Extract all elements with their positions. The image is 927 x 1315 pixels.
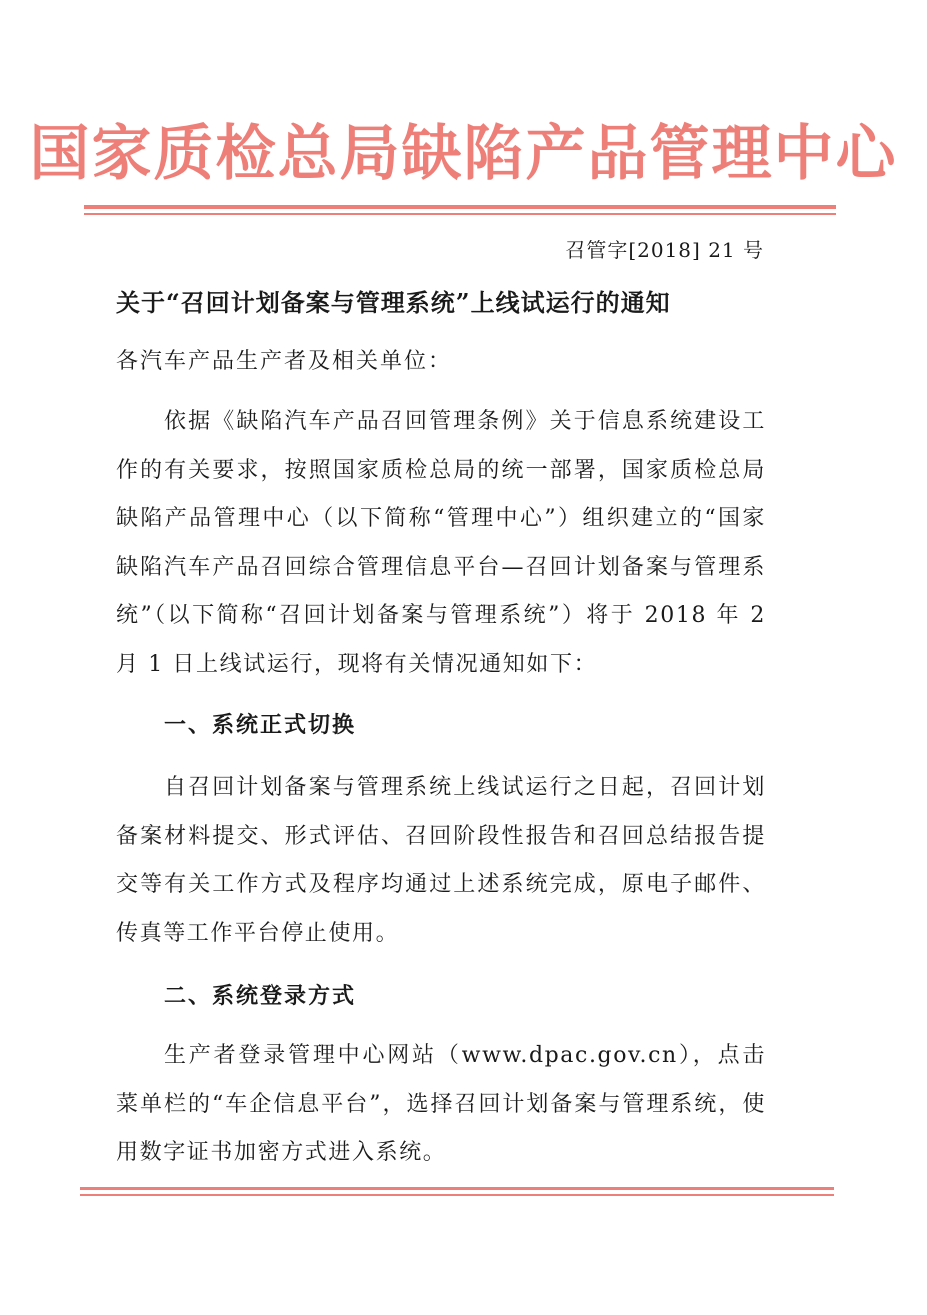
document-number: 召管字[2018] 21 号 bbox=[565, 238, 764, 262]
footer-rule-thick bbox=[80, 1187, 834, 1190]
intro-paragraph: 依据《缺陷汽车产品召回管理条例》关于信息系统建设工作的有关要求，按照国家质检总局的统一部署，国家质检总局缺陷产品管理中心（以下简称“管理中心”）组织建立的“国家缺陷汽车产品召回综合管理信息平台—召回计划备案与管理系统”（以下简称“召回计划备案与管理系统”）将于 2018 年 2 月 1 日上线试运行，现将有关情况通知如下： bbox=[116, 409, 766, 677]
notice-title: 关于“召回计划备案与管理系统”上线试运行的通知 bbox=[116, 288, 671, 317]
organization-letterhead: 国家质检总局缺陷产品管理中心 bbox=[29, 119, 898, 189]
section-body-1: 自召回计划备案与管理系统上线试运行之日起，召回计划备案材料提交、形式评估、召回阶段性报告和召回总结报告提交等有关工作方式及程序均通过上述系统完成，原电子邮件、传真等工作平台停止使用。 bbox=[116, 775, 766, 946]
salutation: 各汽车产品生产者及相关单位： bbox=[116, 349, 453, 374]
section-body-2: 生产者登录管理中心网站（www.dpac.gov.cn），点击菜单栏的“车企信息平台”，选择召回计划备案与管理系统，使用数字证书加密方式进入系统。 bbox=[116, 1043, 766, 1165]
letterhead-rule-thin bbox=[84, 213, 836, 215]
section-heading-1: 一、系统正式切换 bbox=[164, 712, 357, 738]
footer-rule-thin bbox=[80, 1194, 834, 1196]
letterhead-rule-thick bbox=[84, 205, 836, 209]
section-heading-2: 二、系统登录方式 bbox=[164, 983, 357, 1009]
